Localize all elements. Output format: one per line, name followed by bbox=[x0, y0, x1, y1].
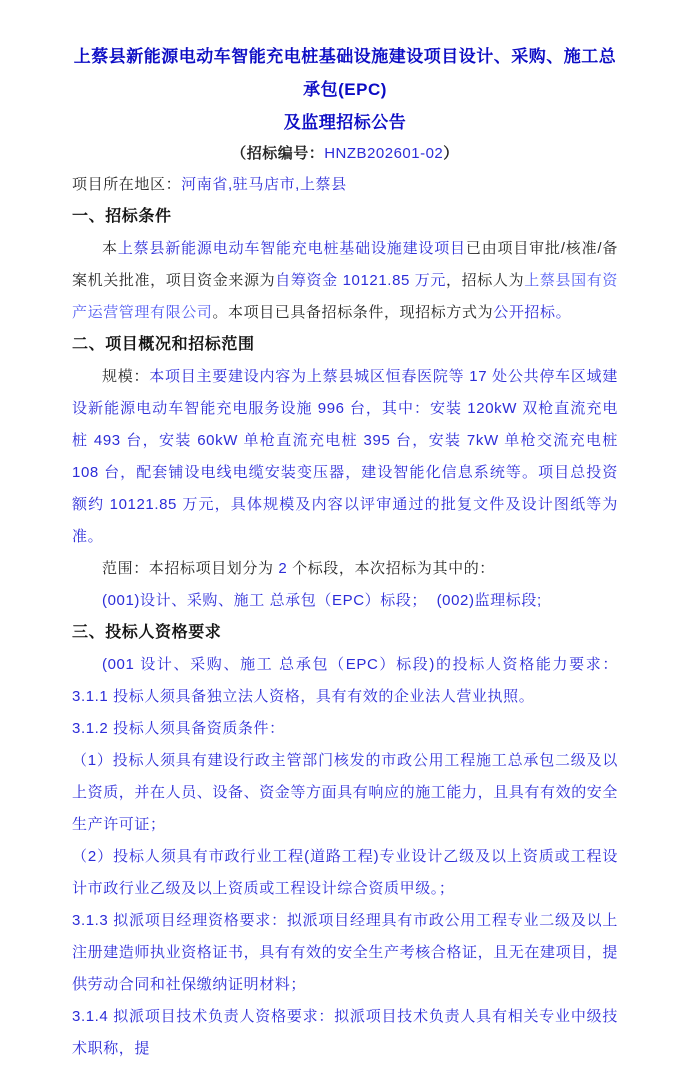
project-location-label: 项目所在地区： bbox=[72, 176, 182, 193]
section-heading-bidding-conditions: 一、招标条件 bbox=[72, 208, 172, 225]
scale-description-text: 本项目主要建设内容为上蔡县城区恒春医院等 17 处公共停车区域建设新能源电动车智能充电服务设施 996 台，其中：安装 120kW 双枪直流充电桩 493 台，安装 60kW 单枪直流充电桩 395 台，安装 7kW 单枪交流充电桩 108 台，配套铺设电线电缆安装变压器，建设智能化信息系统等。项目总投资额约 10121.85 万元，具体规模及内容以评审通过的批复文件及设计图纸等为准。 bbox=[72, 368, 618, 545]
text-segment: 。本项目已具备招标条件，现招标方式为 bbox=[212, 304, 494, 321]
tender-reference-line bbox=[72, 139, 618, 169]
clause-313-paragraph: 3.1.3 拟派项目经理资格要求：拟派项目经理具有市政公用工程专业二级及以上注册建造师执业资格证书，具有有效的安全生产考核合格证，且无在建项目，提供劳动合同和社保缴纳证明材料； bbox=[72, 912, 619, 993]
range-suffix-text: 个标段，本次招标为其中的： bbox=[287, 560, 495, 577]
qualification-item-1-paragraph: （1）投标人须具有建设行政主管部门核发的市政公用工程施工总承包二级及以上资质，并在人员、设备、资金等方面具有响应的施工能力，且具有有效的安全生产许可证； bbox=[72, 752, 619, 833]
qualification-requirement-paragraph: (001 设计、采购、施工 总承包（EPC）标段)的投标人资格能力要求：3.1.1 投标人须具备独立法人资格，具有有效的企业法人营业执照。 bbox=[72, 656, 618, 705]
text-segment: 本 bbox=[102, 240, 118, 257]
tender-reference-number: HNZB202601-02 bbox=[324, 145, 444, 162]
section-heading-project-overview: 二、项目概况和招标范围 bbox=[72, 336, 255, 353]
tenderee-name-text: 上蔡县国有资产运营管理有限公司 bbox=[72, 272, 618, 321]
clause-312-paragraph: 3.1.2 投标人须具备资质条件： bbox=[72, 720, 285, 737]
bidding-range-paragraph bbox=[72, 553, 618, 585]
project-location-line bbox=[72, 169, 618, 201]
text-segment: ，招标人为 bbox=[446, 272, 525, 289]
lot-count-value: 2 bbox=[278, 560, 288, 577]
tender-reference-suffix: ） bbox=[443, 145, 459, 162]
project-location-value: 河南省,驻马店市,上蔡县 bbox=[181, 176, 347, 193]
clause-314-paragraph: 3.1.4 拟派项目技术负责人资格要求：拟派项目技术负责人具有相关专业中级技术职称，提 bbox=[72, 1008, 618, 1057]
funding-source-text: 自筹资金 10121.85 万元 bbox=[275, 272, 447, 289]
lot-list-line: (001)设计、采购、施工 总承包（EPC）标段； (002)监理标段; bbox=[102, 592, 542, 609]
text-segment: 已由项目审批/核准/备案机关批准，项目资金来源为 bbox=[72, 240, 619, 289]
bidding-conditions-paragraph bbox=[72, 233, 618, 329]
document-title-line-1: 上蔡县新能源电动车智能充电桩基础设施建设项目设计、采购、施工总承包(EPC) bbox=[73, 47, 617, 99]
scale-label: 规模： bbox=[102, 368, 150, 385]
tender-reference-prefix: （招标编号： bbox=[231, 145, 325, 162]
document-title-line-2: 及监理招标公告 bbox=[283, 113, 407, 132]
qualification-item-2-paragraph: （2）投标人须具有市政行业工程(道路工程)专业设计乙级及以上资质或工程设计市政行业乙级及以上资质或工程设计综合资质甲级。； bbox=[72, 848, 618, 897]
project-scale-paragraph bbox=[72, 361, 618, 553]
bidding-method-text: 公开招标。 bbox=[493, 304, 572, 321]
document-title bbox=[72, 40, 618, 139]
project-name-text: 上蔡县新能源电动车智能充电桩基础设施建设项目 bbox=[117, 240, 466, 257]
range-prefix-text: 范围：本招标项目划分为 bbox=[102, 560, 279, 577]
section-heading-bidder-qualifications: 三、投标人资格要求 bbox=[72, 624, 222, 641]
